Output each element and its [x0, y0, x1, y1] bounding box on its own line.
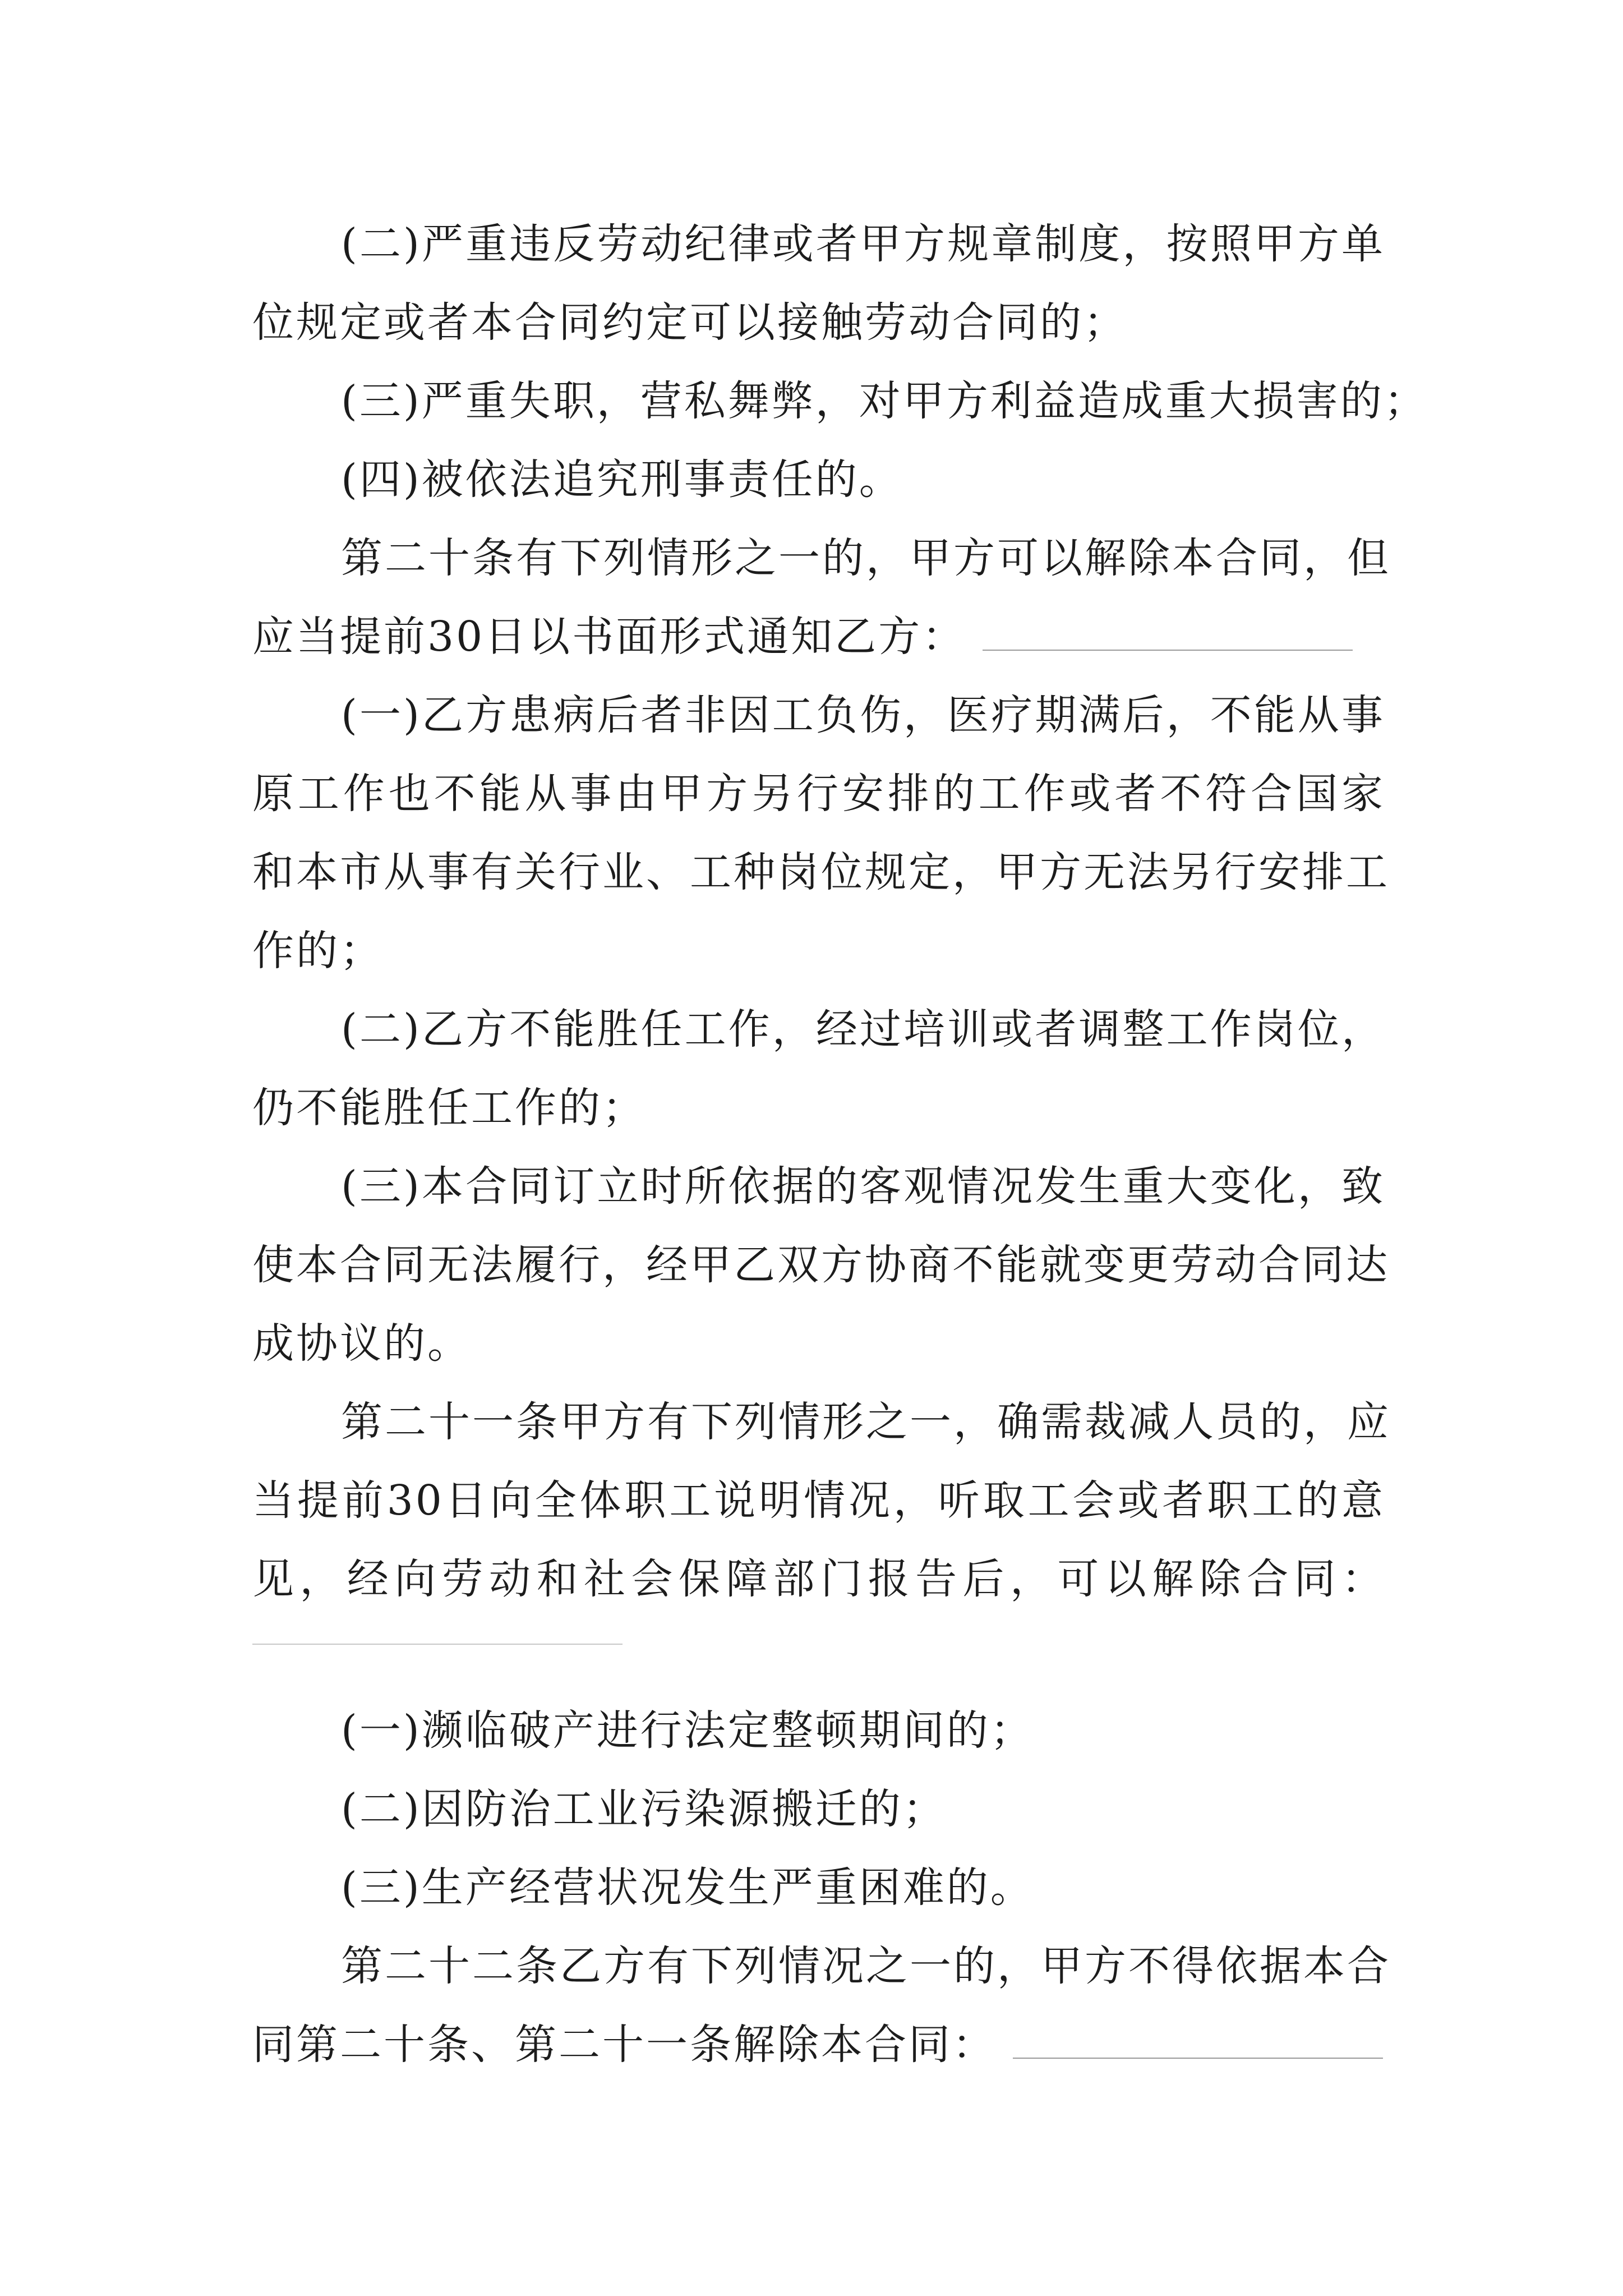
fill-in-blank[interactable]	[1013, 2018, 1383, 2059]
paragraph-line: (一)濒临破产进行法定整顿期间的；	[341, 1706, 1034, 1755]
paragraph-line: 当提前30日向全体职工说明情况，听取工会或者职工的意	[252, 1476, 1385, 1525]
paragraph-line: (二)乙方不能胜任工作，经过培训或者调整工作岗位，	[341, 1005, 1385, 1053]
paragraph-line: (三)生产经营状况发生严重困难的。	[341, 1864, 1034, 1912]
paragraph-line: (二)因防治工业污染源搬迁的；	[341, 1785, 947, 1833]
paragraph-line: 见，经向劳动和社会保障部门报告后，可以解除合同：	[252, 1555, 1385, 1603]
paragraph-line: 位规定或者本合同约定可以接触劳动合同的；	[252, 298, 1127, 347]
article-20-heading: 第二十条有下列情形之一的，甲方可以解除本合同，但	[341, 534, 1391, 582]
paragraph-text: 同第二十条、第二十一条解除本合同：	[252, 2021, 996, 2069]
article-21-heading: 第二十一条甲方有下列情形之一，确需裁减人员的，应	[341, 1398, 1391, 1446]
paragraph-line: 成协议的。	[252, 1319, 471, 1368]
paragraph-line: 仍不能胜任工作的；	[252, 1084, 646, 1132]
article-22-heading: 第二十二条乙方有下列情况之一的，甲方不得依据本合	[341, 1942, 1391, 1990]
paragraph-line: 原工作也不能从事由甲方另行安排的工作或者不符合国家	[252, 770, 1385, 818]
paragraph-line: (二)严重违反劳动纪律或者甲方规章制度，按照甲方单	[341, 220, 1385, 268]
paragraph-line: (四)被依法追究刑事责任的。	[341, 455, 903, 504]
fill-in-blank[interactable]	[983, 610, 1353, 651]
divider-rule	[252, 1644, 623, 1645]
paragraph-line: 作的；	[252, 927, 384, 975]
paragraph-line: (三)严重失职，营私舞弊，对甲方利益造成重大损害的；	[341, 377, 1428, 425]
paragraph-line	[252, 595, 1385, 679]
paragraph-line: (三)本合同订立时所依据的客观情况发生重大变化，致	[341, 1162, 1385, 1211]
paragraph-line: 使本合同无法履行，经甲乙双方协商不能就变更劳动合同达	[252, 1241, 1390, 1289]
paragraph-line	[252, 2003, 1385, 2087]
paragraph-line: (一)乙方患病后者非因工负伤，医疗期满后，不能从事	[341, 691, 1385, 739]
paragraph-text: 应当提前30日以书面形式通知乙方：	[252, 613, 966, 661]
paragraph-line: 和本市从事有关行业、工种岗位规定，甲方无法另行安排工	[252, 848, 1390, 896]
